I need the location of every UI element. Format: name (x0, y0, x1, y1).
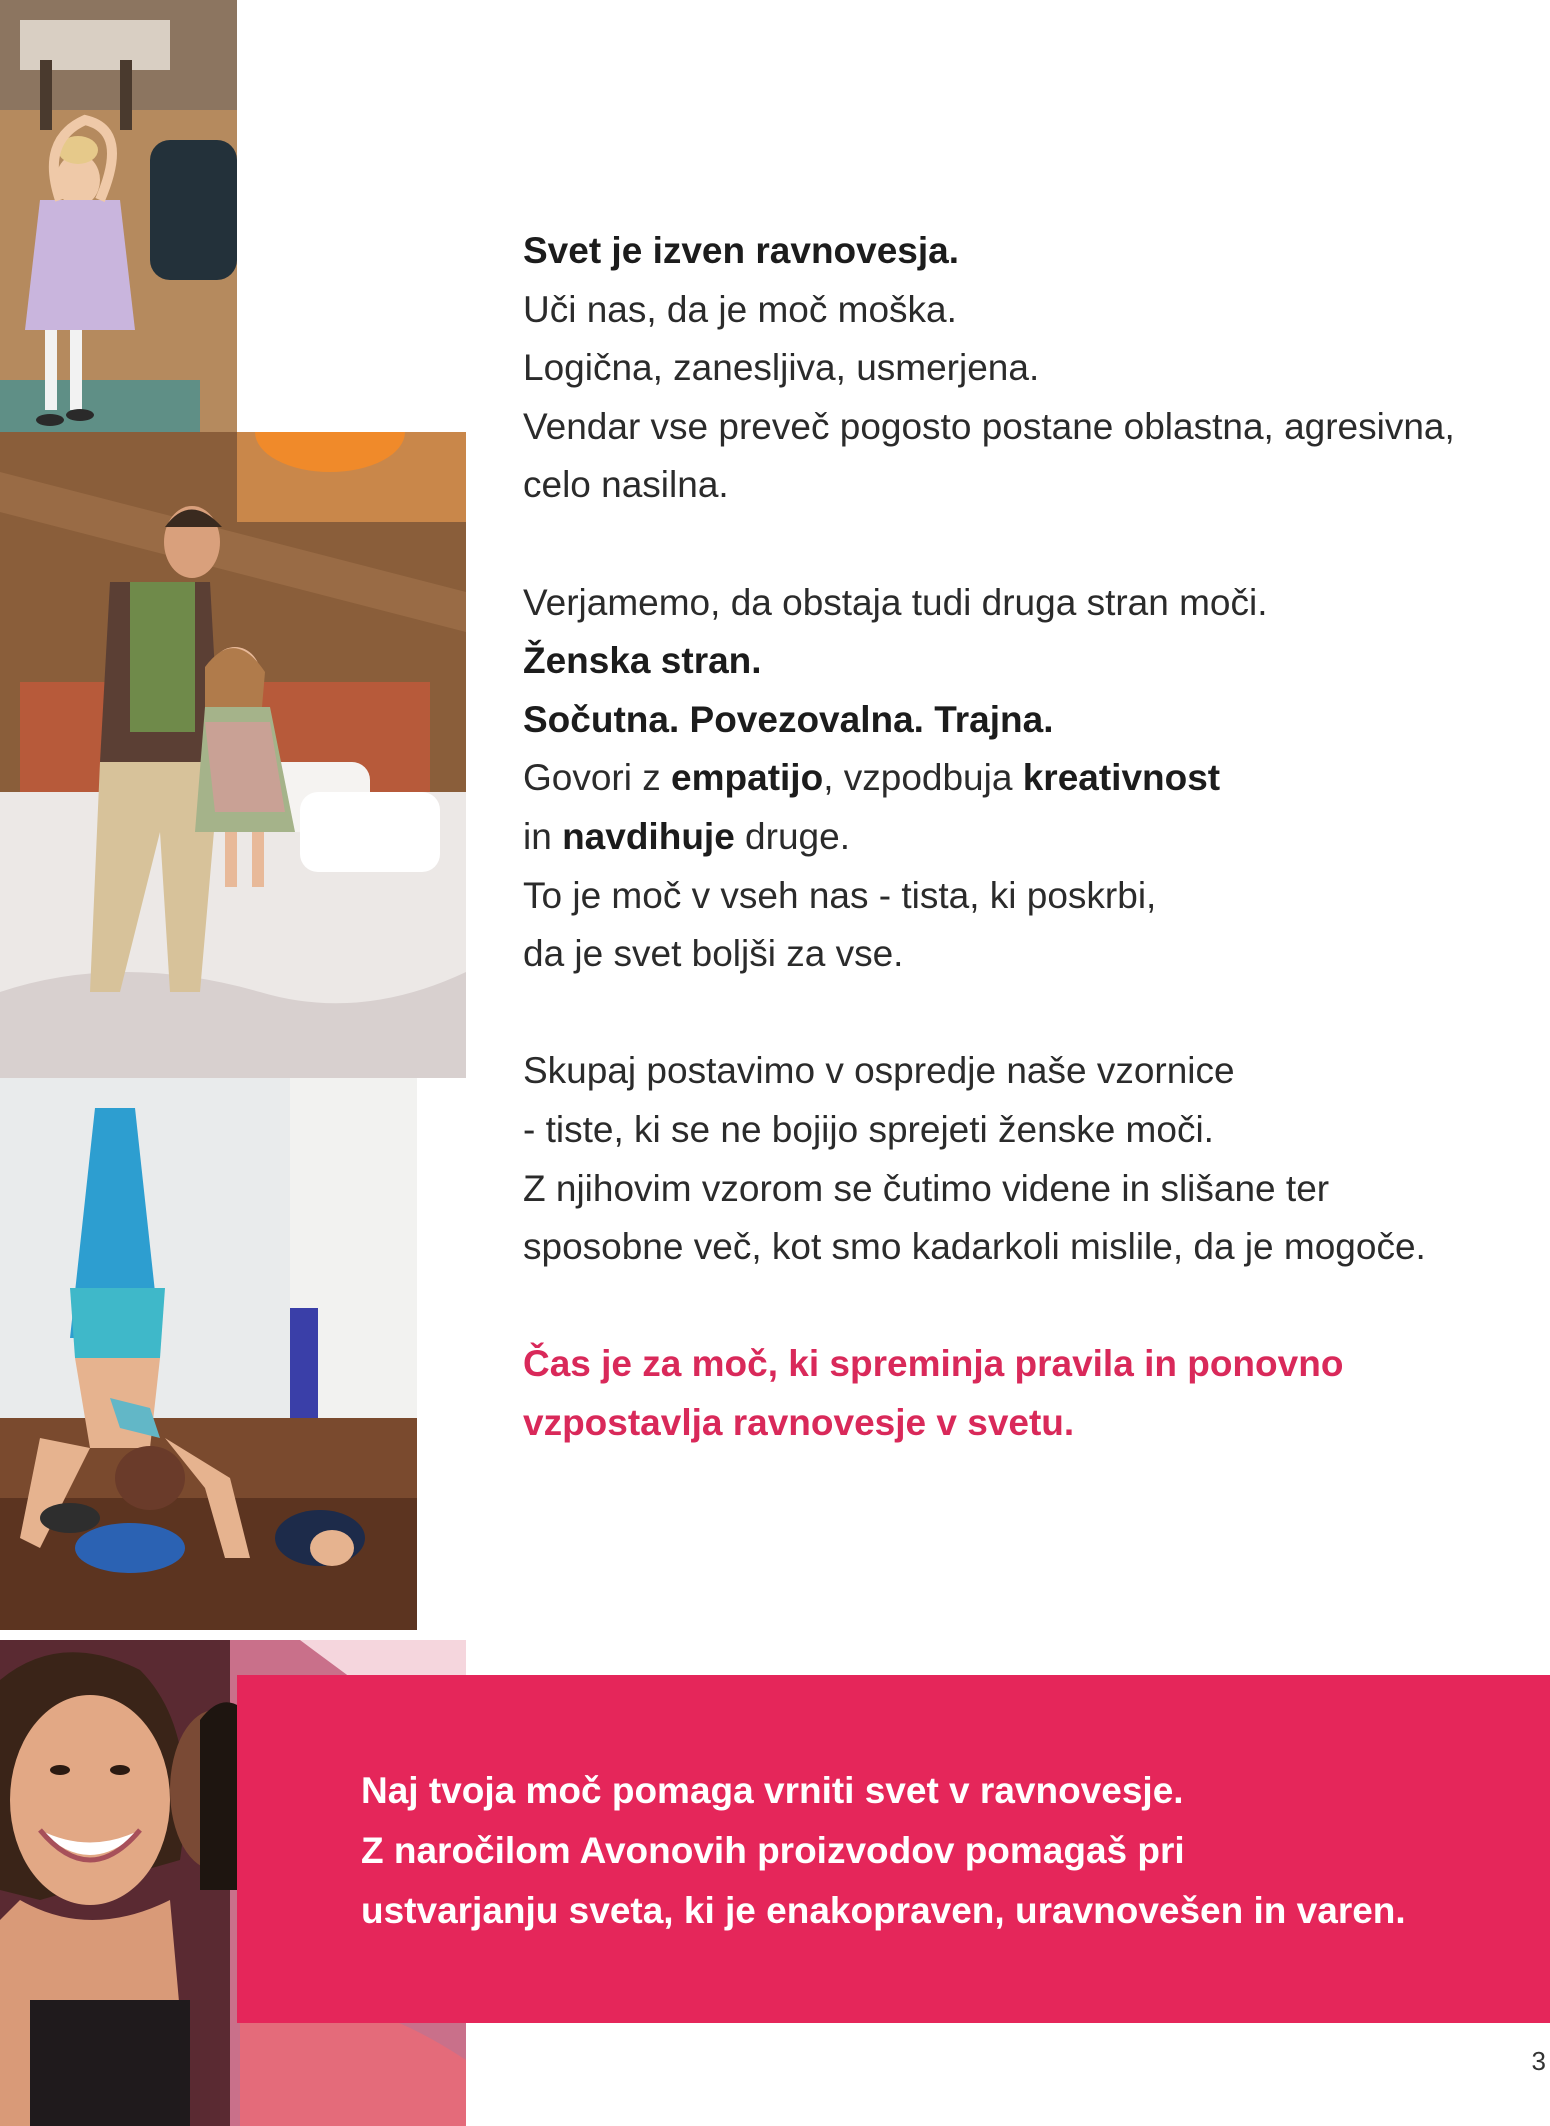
body-line: Uči nas, da je moč moška. (523, 288, 957, 330)
body-bold-word: navdihuje (562, 815, 735, 857)
body-line: Logična, zanesljiva, usmerjena. (523, 347, 1040, 389)
banner-line: Naj tvoja moč pomaga vrniti svet v ravnovesje. (361, 1770, 1184, 1811)
body-line: Vendar vse preveč pogosto postane oblastna, agresivna, (523, 405, 1455, 447)
accent-line: Čas je za moč, ki spreminja pravila in ponovno (523, 1343, 1344, 1385)
body-text-span: druge. (734, 815, 850, 857)
body-line: Verjamemo, da obstaja tudi druga stran moči. (523, 581, 1268, 623)
body-copy (523, 222, 1523, 1452)
body-line (523, 691, 1523, 750)
body-line: Skupaj postavimo v ospredje naše vzornice (523, 1050, 1235, 1092)
body-bold-word: empatijo (671, 757, 824, 799)
body-line (523, 222, 1523, 281)
body-bold-word: kreativnost (1022, 757, 1221, 799)
body-bold-phrase: Sočutna. Povezovalna. Trajna. (523, 698, 1054, 740)
body-text-span: , vzpodbuja (823, 757, 1023, 799)
banner-line: Z naročilom Avonovih proizvodov pomagaš pri (361, 1830, 1185, 1871)
body-bold-phrase: Ženska stran. (523, 640, 762, 682)
body-line (523, 749, 1523, 808)
body-line: To je moč v vseh nas - tista, ki poskrbi, (523, 874, 1157, 916)
photo-child-ballet (0, 0, 237, 478)
call-to-action-banner (237, 1675, 1550, 2023)
body-line: Z njihovim vzorom se čutimo videne in slišane ter (523, 1167, 1330, 1209)
body-line: da je svet boljši za vse. (523, 933, 904, 975)
body-line: celo nasilna. (523, 464, 729, 506)
banner-text (361, 1761, 1511, 1941)
body-line (523, 808, 1523, 867)
page-number: 3 (1531, 2046, 1546, 2076)
body-line (523, 632, 1523, 691)
body-line: sposobne več, kot smo kadarkoli mislile, da je mogoče. (523, 1226, 1426, 1268)
photo-father-daughter-bed (0, 432, 466, 1078)
body-line: - tiste, ki se ne bojijo sprejeti ženske moči. (523, 1108, 1214, 1150)
body-text-span: in (523, 815, 563, 857)
accent-line: vzpostavlja ravnovesje v svetu. (523, 1401, 1075, 1443)
photo-yoga-headstand (0, 1078, 417, 1630)
body-heading-bold: Svet je izven ravnovesja. (523, 230, 960, 271)
banner-line: ustvarjanju sveta, ki je enakopraven, uravnovešen in varen. (361, 1890, 1406, 1931)
body-text-span: Govori z (523, 757, 672, 799)
